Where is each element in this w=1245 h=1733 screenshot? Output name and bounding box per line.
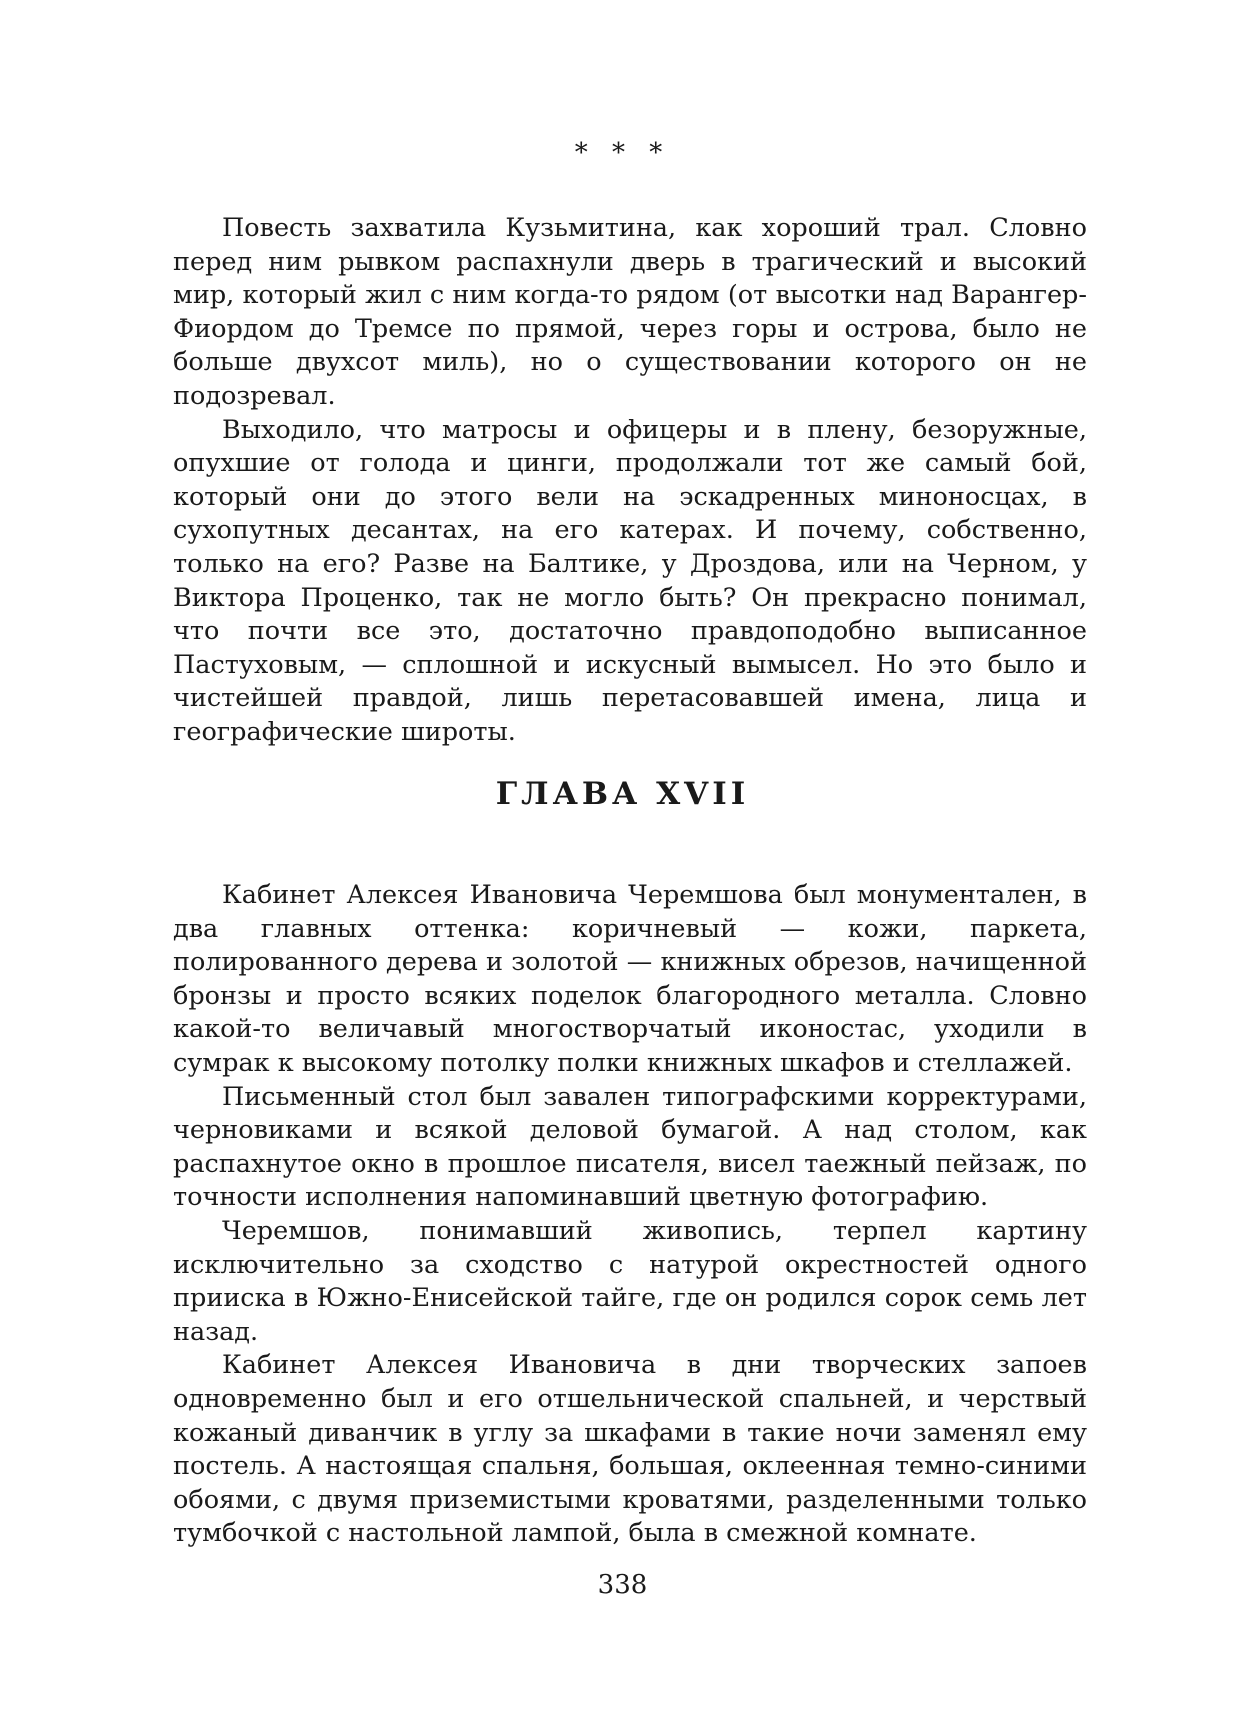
chapter-title: ГЛАВА XVII bbox=[495, 776, 750, 812]
text-block-before-chapter bbox=[173, 212, 1087, 750]
paragraph: Повесть захватила Кузьмитина, как хороший трал. Словно перед ним рывком распахнули дверь в трагический и высокий мир, который жил с ним когда-то рядом (от высотки над Варангер-Фиордом до Тремсе по прямой, через горы и острова, было не больше двухсот миль), но о существовании которого он не подозревал. bbox=[173, 213, 1087, 411]
paragraph: Кабинет Алексея Ивановича Черемшова был монументален, в два главных оттенка: коричневый — кожи, паркета, полированного дерева и золотой — книжных обрезов, начищенной бронзы и просто всяких поделок благородного металла. Словно какой-то величавый многостворчатый иконостас, уходили в сумрак к высокому потолку полки книжных шкафов и стеллажей. bbox=[173, 880, 1087, 1078]
section-break-asterisks: * * * bbox=[574, 138, 671, 168]
text-block-chapter-body bbox=[173, 879, 1087, 1551]
paragraph: Кабинет Алексея Ивановича в дни творческих запоев одновременно был и его отшельнической спальней, и черствый кожаный диванчик в углу за шкафами в такие ночи заменял ему постель. А настоящая спальня, большая, оклеенная темно-синими обоями, с двумя приземистыми кроватями, разделенными только тумбочкой с настольной лампой, была в смежной комнате. bbox=[173, 1350, 1087, 1549]
paragraph: Письменный стол был завален типографскими корректурами, черновиками и всякой деловой бумагой. А над столом, как распахнутое окно в прошлое писателя, висел таежный пейзаж, по точности исполнения напоминавший цветную фотографию. bbox=[173, 1081, 1087, 1213]
paragraph: Выходило, что матросы и офицеры и в плену, безоружные, опухшие от голода и цинги, продолжали тот же самый бой, который они до этого вели на эскадренных миноносцах, в сухопутных десантах, на его катерах. И почему, собственно, только на его? Разве на Балтике, у Дроздова, или на Черном, у Виктора Проценко, так не могло быть? Он прекрасно понимал, что почти все это, достаточно правдоподобно выписанное Пастуховым, — сплошной и искусный вымысел. Но это было и чистейшей правдой, лишь перетасовавшей имена, лица и географические широты. bbox=[173, 414, 1087, 747]
paragraph: Черемшов, понимавший живопись, терпел картину исключительно за сходство с натурой окрестностей одного прииска в Южно-Енисейской тайге, где он родился сорок семь лет назад. bbox=[173, 1215, 1087, 1347]
page-number: 338 bbox=[597, 1570, 648, 1600]
